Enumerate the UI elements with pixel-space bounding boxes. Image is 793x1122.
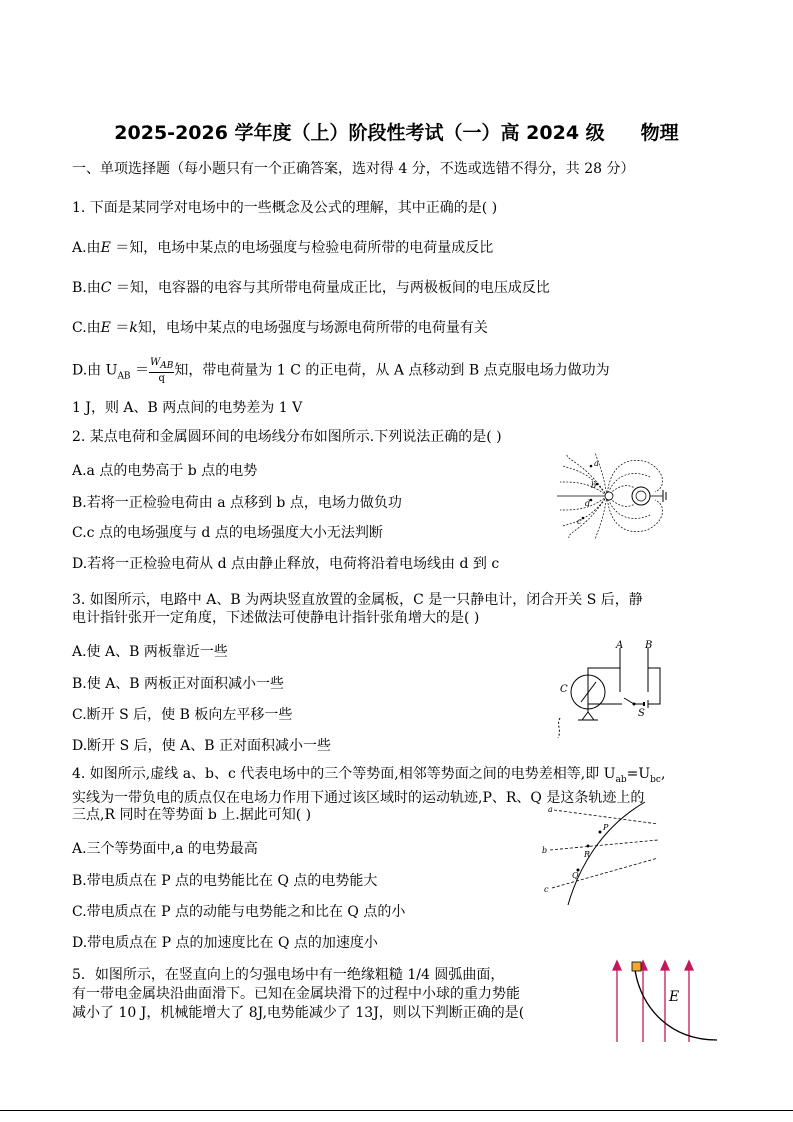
q1-option-c[interactable] (72, 319, 488, 337)
q1-d-den: q (158, 373, 165, 384)
label-P: P (603, 823, 609, 832)
q1-stem: 1. 下面是某同学对电场中的一些概念及公式的理解，其中正确的是( ) (72, 200, 498, 216)
field-line (560, 496, 607, 510)
point-c-dot (582, 517, 585, 520)
q3-stem-line1: 3. 如图所示，电路中 A、B 为两块竖直放置的金属板，C 是一只静电计，闭合开关 S 后，静 (72, 592, 643, 608)
page-title (0, 118, 793, 145)
arrowhead (661, 961, 669, 970)
exam-title: 2025-2026 学年度（上）阶段性考试（一）高 2024 级 (114, 122, 605, 144)
q1-d-sub: AB (117, 371, 131, 382)
q1-d-num: W (150, 357, 161, 368)
q1-d-fraction (149, 357, 174, 384)
point-P (599, 831, 602, 834)
switch-s (624, 698, 634, 704)
q3-option-c[interactable]: C.断开 S 后，使 B 板向左平移一些 (72, 707, 293, 723)
q2-field-figure (555, 452, 675, 540)
q4-stem1-pre: 4. 如图所示,虚线 a、b、c 代表电场中的三个等势面,相邻等势面之间的电势差相等,即 U (72, 766, 616, 782)
q1-b-post: ＝知，电容器的电容与其所带电荷量成正比，与两极板间的电压成反比 (111, 280, 550, 296)
q5-line2: 有一带电金属块沿曲面滑下。已知在金属块滑下的过程中小球的重力势能 (72, 986, 520, 1002)
q1-c-sym: E (100, 320, 111, 336)
q1-c-pre: C.由 (72, 320, 101, 336)
q4-equipotential-figure (540, 800, 665, 905)
q3-circuit-figure (548, 640, 678, 745)
q1-c-k: k (129, 320, 138, 336)
section-heading: 一、单项选择题（每小题只有一个正确答案，选对得 4 分，不选或选错不得分，共 28 分） (72, 161, 635, 177)
q3-option-d[interactable]: D.断开 S 后，使 A、B 正对面积减小一些 (72, 738, 331, 754)
q4-stem1-end: , (660, 766, 666, 782)
q3-option-a[interactable]: A.使 A、B 两板靠近一些 (72, 644, 228, 660)
q1-a-sym: E (100, 240, 111, 256)
metal-block (632, 962, 641, 971)
metal-ring (632, 487, 650, 505)
q1-option-d-line2: 1 J，则 A、B 两点间的电势差为 1 V (72, 400, 303, 416)
arrowhead (685, 961, 693, 970)
q1-option-d[interactable] (72, 357, 610, 388)
q1-d-pre: D.由 U (72, 362, 118, 379)
q5-line1: 5．如图所示，在竖直向上的匀强电场中有一绝缘粗糙 1/4 圆弧曲面， (72, 967, 505, 983)
q1-c-mid: ＝ (110, 320, 130, 336)
q4-option-b[interactable]: B.带电质点在 P 点的电势能比在 Q 点的电势能大 (72, 873, 378, 889)
label-c: c (544, 885, 549, 894)
q1-a-pre: A.由 (72, 240, 101, 256)
q1-b-pre: B.由 (72, 280, 101, 296)
switch-pivot (633, 703, 636, 706)
q1-d-num-sub: AB (160, 361, 174, 371)
equipotential-a (554, 810, 658, 824)
q2-option-a[interactable]: A.a 点的电势高于 b 点的电势 (72, 463, 258, 479)
equipotential-b (550, 840, 658, 850)
arc-surface (635, 970, 717, 1040)
label-d: d (585, 499, 591, 508)
label-a: a (594, 459, 599, 468)
subject: 物理 (640, 122, 679, 144)
wire-to-a (588, 668, 620, 675)
q2-option-c[interactable]: C.c 点的电场强度与 d 点的电场强度大小无法判断 (72, 525, 383, 541)
q4-stem1-mid: =U (626, 766, 651, 782)
q2-stem: 2. 某点电荷和金属圆环间的电场线分布如图所示.下列说法正确的是( ) (72, 429, 502, 445)
label-Q: Q (572, 871, 579, 880)
label-S: S (638, 708, 645, 719)
equipotential-c (552, 858, 658, 888)
field-line (560, 482, 607, 496)
q1-d-eq: ＝ (130, 362, 150, 379)
electrometer-base (578, 712, 598, 720)
q4-option-d[interactable]: D.带电质点在 P 点的加速度比在 Q 点的加速度小 (72, 935, 378, 951)
point-charge (605, 492, 613, 500)
point-a-dot (590, 465, 593, 468)
label-R: R (584, 850, 591, 859)
q1-d-post: 知，带电荷量为 1 C 的正电荷，从 A 点移动到 B 点克服电场力做功为 (174, 362, 610, 379)
q1-option-b[interactable] (72, 279, 550, 297)
q1-option-a[interactable] (72, 239, 493, 257)
q4-option-a[interactable]: A.三个等势面中,a 的电势最高 (72, 841, 258, 857)
arrowhead (613, 961, 621, 970)
q4-stem-line3: 三点,R 同时在等势面 b 上.据此可知( ) (72, 807, 312, 823)
label-A: A (616, 640, 624, 651)
q4-stem-line2: 实线为一带负电的质点仅在电场力作用下通过该区域时的运动轨迹,P、R、Q 是这条轨迹上的 (72, 790, 645, 806)
q1-b-sym: C (100, 280, 112, 296)
label-b: b (542, 846, 548, 855)
label-E: E (669, 989, 680, 1005)
q3-stem-line2: 电计指针张开一定角度，下述做法可使静电计指针张角增大的是( ) (72, 610, 480, 626)
ground-dash (558, 718, 560, 738)
label-C: C (560, 684, 568, 695)
q4-option-c[interactable]: C.带电质点在 P 点的动能与电势能之和比在 Q 点的小 (72, 904, 406, 920)
q4-stem1-sub2: bc (650, 774, 661, 785)
field-line (567, 454, 607, 496)
q1-a-post: ＝知，电场中某点的电场强度与检验电荷所带的电荷量成反比 (110, 240, 494, 256)
q4-stem-line1 (72, 765, 665, 789)
q2-option-b[interactable]: B.若将一正检验电荷由 a 点移到 b 点，电场力做负功 (72, 495, 402, 511)
wire-b-right (648, 668, 660, 704)
trajectory (568, 802, 645, 905)
page-bottom-rule (0, 1110, 793, 1111)
label-b: b (591, 481, 597, 490)
label-a: a (548, 805, 553, 814)
q1-c-post: 知，电场中某点的电场强度与场源电荷所带的电荷量有关 (137, 320, 488, 336)
q2-option-d[interactable]: D.若将一正检验电荷从 d 点由静止释放，电荷将沿着电场线由 d 到 c (72, 556, 500, 572)
q5-field-figure (605, 958, 725, 1043)
point-R (587, 845, 590, 848)
label-B: B (645, 640, 653, 651)
q3-option-b[interactable]: B.使 A、B 两板正对面积减小一些 (72, 676, 285, 692)
label-c: c (577, 517, 582, 526)
q4-stem1-sub1: ab (615, 774, 627, 785)
q5-line3: 减小了 10 J，机械能增大了 8J,电势能减少了 13J，则以下判断正确的是( (72, 1005, 525, 1021)
